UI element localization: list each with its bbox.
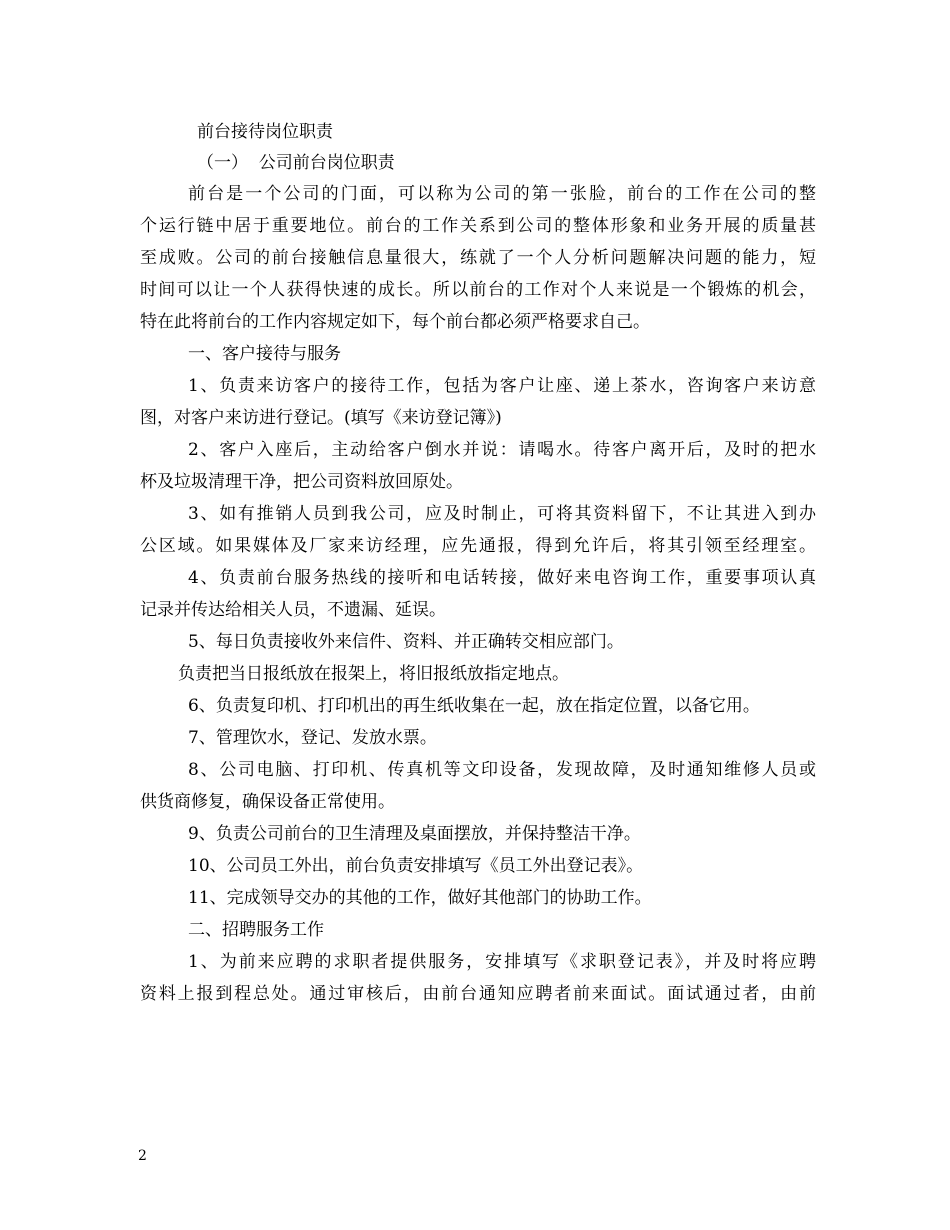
list-item: 1、为前来应聘的求职者提供服务，安排填写《求职登记表》，并及时将应聘 <box>188 952 816 972</box>
list-item: 9、负责公司前台的卫生清理及桌面摆放，并保持整洁干净。 <box>188 824 641 844</box>
list-item: 5、每日负责接收外来信件、资料、并正确转交相应部门。 <box>188 632 624 652</box>
list-item-continuation: 资料上报到程总处。通过审核后，由前台通知应聘者前来面试。面试通过者，由前 <box>140 984 816 1004</box>
list-item: 8、公司电脑、打印机、传真机等文印设备，发现故障，及时通知维修人员或 <box>188 760 816 780</box>
section-heading: 一、客户接待与服务 <box>188 344 341 364</box>
list-item-continuation: 记录并传达给相关人员，不遗漏、延误。 <box>140 600 446 620</box>
page-number: 2 <box>138 1148 147 1164</box>
list-item-note: 负责把当日报纸放在报架上，将旧报纸放指定地点。 <box>178 664 569 684</box>
intro-line: 时间可以让一个人获得快速的成长。所以前台的工作对个人来说是一个锻炼的机会， <box>140 280 816 300</box>
list-item: 7、管理饮水，登记、发放水票。 <box>188 728 437 748</box>
list-item: 6、负责复印机、打印机出的再生纸收集在一起，放在指定位置，以备它用。 <box>188 696 760 716</box>
list-item-continuation: 杯及垃圾清理干净，把公司资料放回原处。 <box>140 472 463 492</box>
document-subtitle: （一） 公司前台岗位职责 <box>197 153 395 173</box>
intro-line: 个运行链中居于重要地位。前台的工作关系到公司的整体形象和业务开展的质量甚 <box>140 216 816 236</box>
intro-line: 特在此将前台的工作内容规定如下，每个前台都必须严格要求自己。 <box>140 312 650 332</box>
section-heading: 二、招聘服务工作 <box>188 920 324 940</box>
list-item: 2、客户入座后，主动给客户倒水并说：请喝水。待客户离开后，及时的把水 <box>188 440 816 460</box>
list-item: 4、负责前台服务热线的接听和电话转接，做好来电咨询工作，重要事项认真 <box>188 568 816 588</box>
intro-line: 前台是一个公司的门面，可以称为公司的第一张脸，前台的工作在公司的整 <box>188 184 816 204</box>
list-item: 10、公司员工外出，前台负责安排填写《员工外出登记表》。 <box>188 856 644 876</box>
list-item: 1、负责来访客户的接待工作，包括为客户让座、递上茶水，咨询客户来访意 <box>188 376 816 396</box>
list-item-continuation: 供货商修复，确保设备正常使用。 <box>140 792 395 812</box>
document-title: 前台接待岗位职责 <box>197 122 333 142</box>
list-item: 3、如有推销人员到我公司，应及时制止，可将其资料留下，不让其进入到办 <box>188 504 816 524</box>
list-item-continuation: 图，对客户来访进行登记。(填写《来访登记簿》) <box>140 408 502 428</box>
list-item: 11、完成领导交办的其他的工作，做好其他部门的协助工作。 <box>188 888 652 908</box>
list-item-continuation: 公区域。如果媒体及厂家来访经理，应先通报，得到允许后，将其引领至经理室。 <box>140 536 816 556</box>
intro-line: 至成败。公司的前台接触信息量很大，练就了一个人分析问题解决问题的能力，短 <box>140 248 816 268</box>
